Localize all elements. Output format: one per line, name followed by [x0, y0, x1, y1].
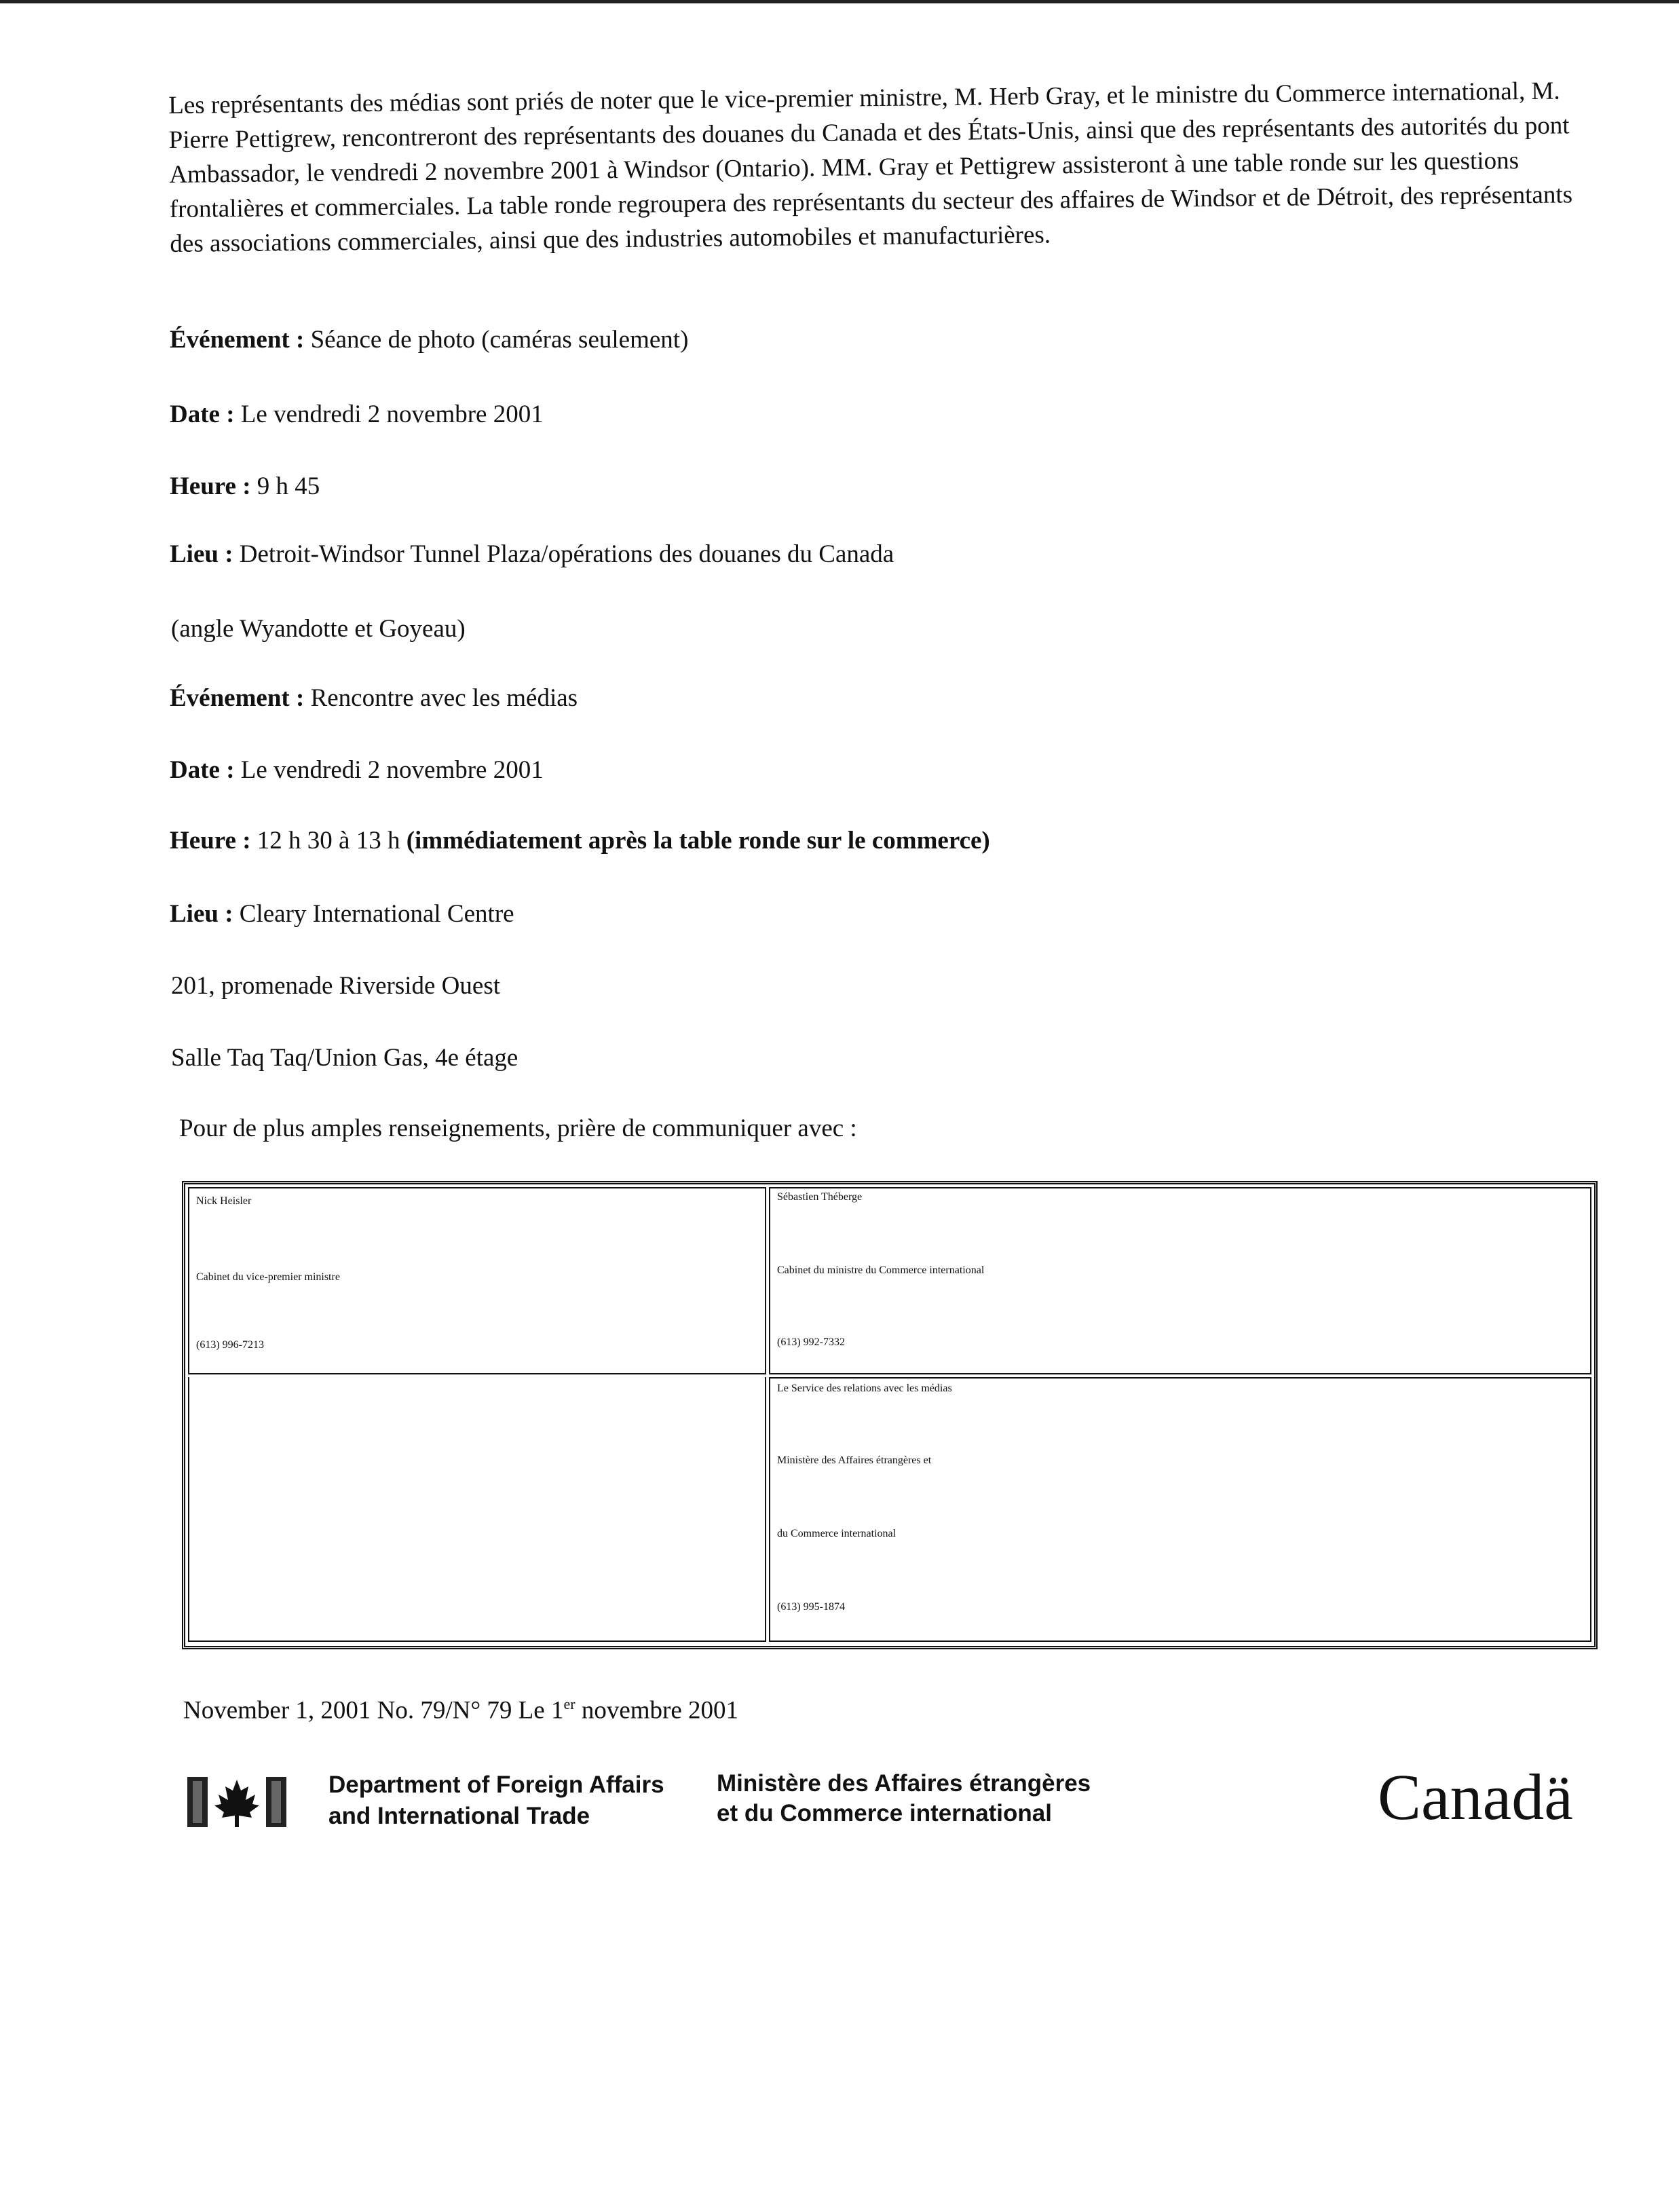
event1-place-extra: (angle Wyandotte et Goyeau) [171, 615, 466, 643]
contact-cell-media-relations [769, 1377, 1591, 1642]
contact-phone: (613) 992-7332 [777, 1336, 845, 1348]
contact-intro: Pour de plus amples renseignements, prière de communiquer avec : [179, 1114, 857, 1142]
department-name-fr-line2: et du Commerce international [717, 1800, 1052, 1826]
contact-office-line3: du Commerce international [777, 1528, 897, 1539]
event2-place-row [170, 899, 514, 930]
event2-event-label: Événement : [170, 684, 305, 712]
scan-top-border [0, 0, 1679, 3]
event2-place-label: Lieu : [170, 900, 233, 928]
event2-date-value: Le vendredi 2 novembre 2001 [240, 756, 544, 784]
department-name-fr-line1: Ministère des Affaires étrangères [717, 1770, 1091, 1797]
event1-time-value: 9 h 45 [257, 472, 320, 500]
release-date-ordinal: er [563, 1695, 576, 1712]
contact-phone: (613) 995-1874 [777, 1601, 845, 1613]
contact-name: Sébastien Théberge [777, 1191, 863, 1203]
event2-time-row [170, 825, 990, 857]
event2-event-value: Rencontre avec les médias [310, 684, 578, 712]
event1-date-label: Date : [170, 400, 235, 428]
event1-place-row [170, 539, 894, 570]
canada-wordmark-text: Canadä [1378, 1761, 1573, 1833]
contact-office: Cabinet du ministre du Commerce international [777, 1264, 985, 1276]
contact-phone: (613) 996-7213 [196, 1339, 264, 1351]
contact-office-line2: Ministère des Affaires étrangères et [777, 1455, 932, 1466]
contact-cell-theberge [769, 1187, 1591, 1374]
event1-time-row [170, 471, 320, 502]
contacts-table [182, 1181, 1598, 1649]
event2-date-label: Date : [170, 756, 235, 784]
event1-event-row [170, 324, 688, 356]
event1-date-row [170, 399, 544, 430]
event2-time-value: 12 h 30 à 13 h [257, 827, 400, 855]
event1-date-value: Le vendredi 2 novembre 2001 [240, 400, 544, 428]
canada-wordmark [1378, 1763, 1573, 1831]
department-name-en-line2: and International Trade [328, 1803, 590, 1829]
event2-address-line2: Salle Taq Taq/Union Gas, 4e étage [171, 1044, 518, 1072]
release-date-text-end: novembre 2001 [575, 1696, 739, 1725]
event1-place-value: Detroit-Windsor Tunnel Plaza/opérations des douanes du Canada [239, 540, 894, 568]
contact-name: Nick Heisler [196, 1195, 252, 1207]
contact-office: Le Service des relations avec les médias [777, 1383, 952, 1394]
event2-time-label: Heure : [170, 827, 251, 855]
event2-place-value: Cleary International Centre [239, 900, 514, 928]
contact-office: Cabinet du vice-premier ministre [196, 1271, 340, 1283]
contact-cell-heisler [188, 1187, 766, 1374]
event1-time-label: Heure : [170, 472, 251, 500]
release-date-text: November 1, 2001 No. 79/N° 79 Le 1 [183, 1696, 564, 1725]
event2-date-row [170, 755, 544, 786]
event1-place-label: Lieu : [170, 540, 233, 568]
event2-event-row [170, 683, 578, 714]
release-date-number [183, 1689, 738, 1726]
canada-flag-icon [187, 1774, 286, 1830]
event1-event-value: Séance de photo (caméras seulement) [310, 326, 689, 354]
event2-address-line1: 201, promenade Riverside Ouest [171, 972, 500, 1000]
contact-cell-empty [188, 1377, 766, 1642]
event1-event-label: Événement : [170, 326, 305, 354]
department-name-en-line1: Department of Foreign Affairs [328, 1772, 664, 1798]
intro-paragraph: Les représentants des médias sont priés de noter que le vice-premier ministre, M. Herb Gray, et le ministre du Commerce international, M. Pierre Pettigrew, rencontreront des représentants des douanes du Canada et des États-Unis, ainsi que des représentants des autorités du pont Ambassador, le vendredi 2 novembre 2001 à Windsor (Ontario). MM. Gray et Pettigrew assisteront à une table ronde sur les questions frontalières et commerciales. La table ronde regroupera des représentants du secteur des affaires de Windsor et de Détroit, des représentants des associations commerciales, ainsi que des industries automobiles et manufacturières. [168, 77, 1573, 258]
event2-time-note: (immédiatement après la table ronde sur le commerce) [406, 827, 990, 855]
